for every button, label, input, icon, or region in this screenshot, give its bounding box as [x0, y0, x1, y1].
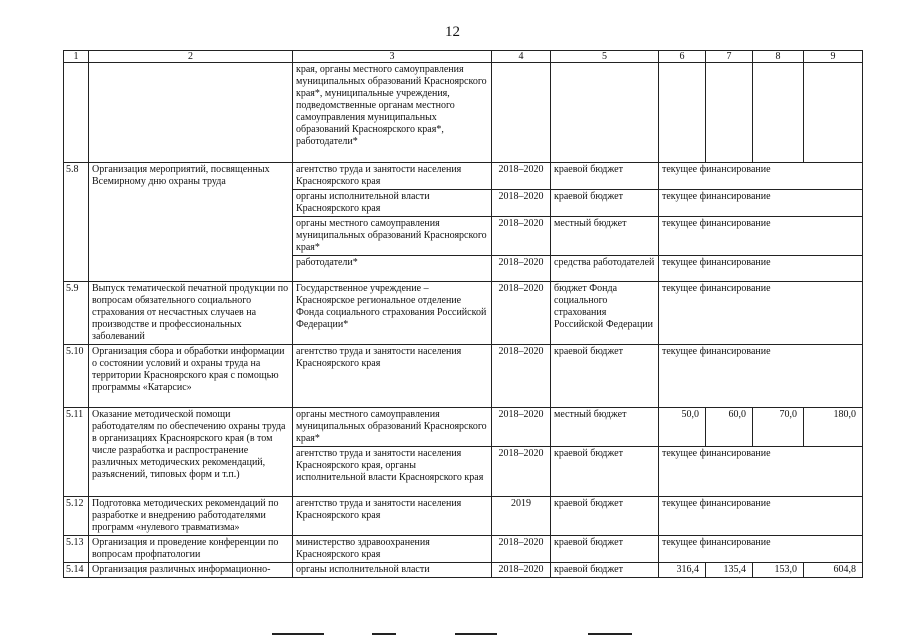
- header-cell: 3: [293, 51, 492, 63]
- name-cell: Организация различных информационно-: [89, 563, 293, 578]
- num-cell: 5.14: [64, 563, 89, 578]
- num-cell: 5.9: [64, 282, 89, 345]
- value-cell: [753, 63, 804, 163]
- table-row: [64, 563, 863, 578]
- scan-edge-mark: [455, 633, 497, 635]
- value-cell: 60,0: [706, 408, 753, 447]
- header-cell: 5: [551, 51, 659, 63]
- value-cell: 50,0: [659, 408, 706, 447]
- funding-cell: текущее финансирование: [659, 345, 863, 408]
- name-cell: Выпуск тематической печатной продукции по вопросам обязательного социального страхования от несчастных случаев на производстве и профессиональных заболеваний: [89, 282, 293, 345]
- source-cell: местный бюджет: [551, 217, 659, 256]
- period-cell: 2018–2020: [492, 256, 551, 282]
- name-cell: Подготовка методических рекомендаций по разработке и внедрению работодателями программ «нулевого травматизма»: [89, 497, 293, 536]
- header-cell: 8: [753, 51, 804, 63]
- funding-cell: текущее финансирование: [659, 217, 863, 256]
- source-cell: бюджет Фонда социального страхования Российской Федерации: [551, 282, 659, 345]
- period-cell: 2018–2020: [492, 563, 551, 578]
- executor-cell: агентство труда и занятости населения Красноярского края: [293, 345, 492, 408]
- name-cell: Организация мероприятий, посвященных Всемирному дню охраны труда: [89, 163, 293, 282]
- executor-cell: работодатели*: [293, 256, 492, 282]
- table-row: [64, 536, 863, 563]
- scan-edge-mark: [588, 633, 632, 635]
- header-cell: 7: [706, 51, 753, 63]
- measures-table: [63, 50, 863, 578]
- period-cell: 2018–2020: [492, 447, 551, 497]
- source-cell: местный бюджет: [551, 408, 659, 447]
- name-cell: Организация сбора и обработки информации о состоянии условий и охраны труда на территории Красноярского края с помощью программы «Катарсис»: [89, 345, 293, 408]
- num-cell: 5.13: [64, 536, 89, 563]
- period-cell: 2018–2020: [492, 163, 551, 190]
- table-row: [64, 345, 863, 408]
- num-cell: 5.11: [64, 408, 89, 497]
- table-row: [64, 497, 863, 536]
- source-cell: краевой бюджет: [551, 563, 659, 578]
- funding-cell: текущее финансирование: [659, 163, 863, 190]
- executor-cell: Государственное учреждение – Красноярское региональное отделение Фонда социального страхования Российской Федерации*: [293, 282, 492, 345]
- executor-cell: агентство труда и занятости населения Красноярского края: [293, 163, 492, 190]
- num-cell: 5.12: [64, 497, 89, 536]
- name-cell: Оказание методической помощи работодателям по обеспечению охраны труда в организациях Красноярского края (в том числе разработка и распространение различных методических рекомендаций, разъяснений, типовых форм и т.п.): [89, 408, 293, 497]
- executor-cell: органы исполнительной власти: [293, 563, 492, 578]
- source-cell: краевой бюджет: [551, 536, 659, 563]
- num-cell: 5.8: [64, 163, 89, 282]
- page-number: 12: [445, 24, 460, 40]
- period-cell: 2018–2020: [492, 408, 551, 447]
- header-row: [64, 51, 863, 63]
- header-cell: 6: [659, 51, 706, 63]
- name-cell: Организация и проведение конференции по вопросам профпатологии: [89, 536, 293, 563]
- value-cell: 153,0: [753, 563, 804, 578]
- source-cell: [551, 63, 659, 163]
- header-cell: 9: [804, 51, 863, 63]
- value-cell: [804, 63, 863, 163]
- table-row: [64, 63, 863, 163]
- source-cell: краевой бюджет: [551, 447, 659, 497]
- num-cell: 5.10: [64, 345, 89, 408]
- period-cell: 2018–2020: [492, 345, 551, 408]
- source-cell: краевой бюджет: [551, 345, 659, 408]
- funding-cell: текущее финансирование: [659, 447, 863, 497]
- header-cell: 4: [492, 51, 551, 63]
- value-cell: 316,4: [659, 563, 706, 578]
- period-cell: 2019: [492, 497, 551, 536]
- period-cell: 2018–2020: [492, 536, 551, 563]
- value-cell: 70,0: [753, 408, 804, 447]
- executor-cell: агентство труда и занятости населения Красноярского края: [293, 497, 492, 536]
- funding-cell: текущее финансирование: [659, 256, 863, 282]
- period-cell: 2018–2020: [492, 190, 551, 217]
- period-cell: [492, 63, 551, 163]
- table-row: [64, 282, 863, 345]
- funding-cell: текущее финансирование: [659, 497, 863, 536]
- period-cell: 2018–2020: [492, 282, 551, 345]
- header-cell: 2: [89, 51, 293, 63]
- executor-cell: агентство труда и занятости населения Красноярского края, органы исполнительной власти Красноярского края: [293, 447, 492, 497]
- num-cell: [64, 63, 89, 163]
- funding-cell: текущее финансирование: [659, 190, 863, 217]
- executor-cell: министерство здравоохранения Красноярского края: [293, 536, 492, 563]
- source-cell: краевой бюджет: [551, 163, 659, 190]
- value-cell: 180,0: [804, 408, 863, 447]
- scan-edge-mark: [372, 633, 396, 635]
- value-cell: 604,8: [804, 563, 863, 578]
- header-cell: 1: [64, 51, 89, 63]
- executor-cell: края, органы местного самоуправления муниципальных образований Красноярского края*, муниципальные учреждения, подведомственные органам местного самоуправления муниципальных образований Красноярского края*, работодатели*: [293, 63, 492, 163]
- executor-cell: органы местного самоуправления муниципальных образований Красноярского края*: [293, 408, 492, 447]
- table-row: [64, 408, 863, 447]
- period-cell: 2018–2020: [492, 217, 551, 256]
- executor-cell: органы местного самоуправления муниципальных образований Красноярского края*: [293, 217, 492, 256]
- funding-cell: текущее финансирование: [659, 536, 863, 563]
- funding-cell: текущее финансирование: [659, 282, 863, 345]
- value-cell: [706, 63, 753, 163]
- table-row: [64, 163, 863, 190]
- source-cell: краевой бюджет: [551, 190, 659, 217]
- source-cell: средства работодателей: [551, 256, 659, 282]
- executor-cell: органы исполнительной власти Красноярского края: [293, 190, 492, 217]
- source-cell: краевой бюджет: [551, 497, 659, 536]
- value-cell: [659, 63, 706, 163]
- value-cell: 135,4: [706, 563, 753, 578]
- scan-edge-mark: [272, 633, 324, 635]
- name-cell: [89, 63, 293, 163]
